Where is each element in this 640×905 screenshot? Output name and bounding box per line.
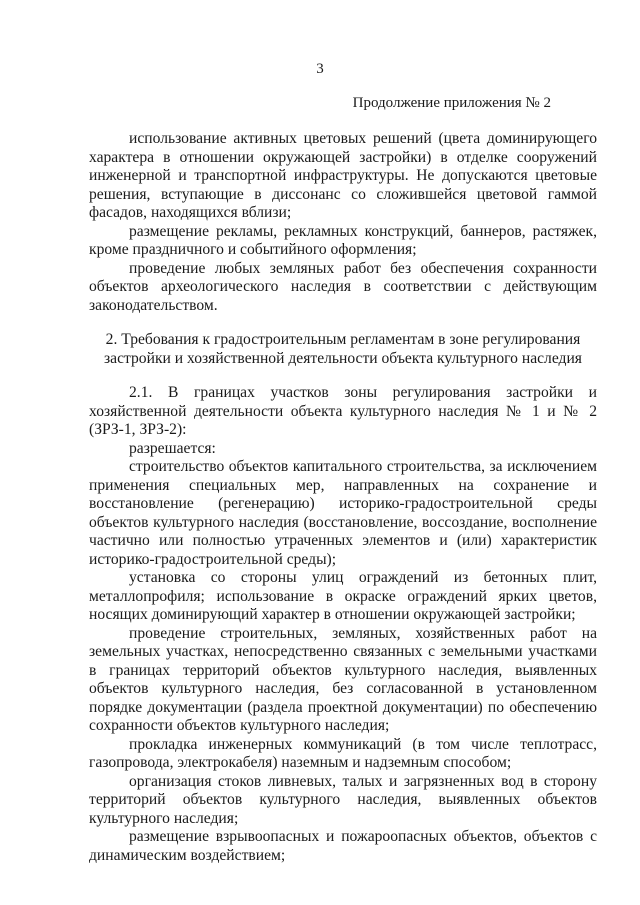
paragraph: использование активных цветовых решений (цвета доминирующего характера в отношении окружающей застройки) в отделке сооружений инженерной и транспортной инфраструктуры. Не допускаются цветовые решения, вступающие в диссонанс со сложившейся цветовой гаммой фасадов, находящихся вблизи; <box>89 130 597 221</box>
paragraph: разрешается: <box>129 439 216 457</box>
paragraph: размещение взрывоопасных и пожароопасных объектов, объектов с динамическим воздействием; <box>89 828 597 864</box>
paragraph: размещение рекламы, рекламных конструкций, баннеров, растяжек, кроме праздничного и событийного оформления; <box>89 222 597 258</box>
section-heading: 2. Требования к градостроительным регламентам в зоне регулирования застройки и хозяйственной деятельности объекта культурного наследия <box>104 331 582 367</box>
document-body <box>89 130 597 865</box>
paragraph: прокладка инженерных коммуникаций (в том числе теплотрасс, газопровода, электрокабеля) наземным и надземным способом; <box>89 735 597 771</box>
paragraph: установка со стороны улиц ограждений из бетонных плит, металлопрофиля; использование в окраске ограждений ярких цветов, носящих доминирующий характер в отношении окружающей застройки; <box>89 569 597 623</box>
page-number: 3 <box>316 61 324 77</box>
paragraph: проведение строительных, земляных, хозяйственных работ на земельных участках, непосредственно связанных с земельными участками в границах территорий объектов культурного наследия, выявленных объектов культурного наследия, без согласованной в установленном порядке документации (раздела проектной документации) по обеспечению сохранности объектов культурного наследия; <box>89 624 597 734</box>
paragraph: строительство объектов капитального строительства, за исключением применения специальных мер, направленных на сохранение и восстановление (регенерацию) историко-градостроительной среды объектов культурного наследия (восстановление, воссоздание, восполнение частично или полностью утраченных элементов и (или) характеристик историко-градостроительной среды); <box>89 458 597 568</box>
paragraph: проведение любых земляных работ без обеспечения сохранности объектов археологического наследия в соответствии с действующим законодательством. <box>89 259 597 314</box>
appendix-continuation-note: Продолжение приложения № 2 <box>352 95 551 111</box>
paragraph: организация стоков ливневых, талых и загрязненных вод в сторону территорий объектов культурного наследия, выявленных объектов культурного наследия; <box>89 772 597 827</box>
paragraph: 2.1. В границах участков зоны регулирования застройки и хозяйственной деятельности объекта культурного наследия № 1 и № 2 (ЗРЗ-1, ЗРЗ-2): <box>89 384 597 438</box>
